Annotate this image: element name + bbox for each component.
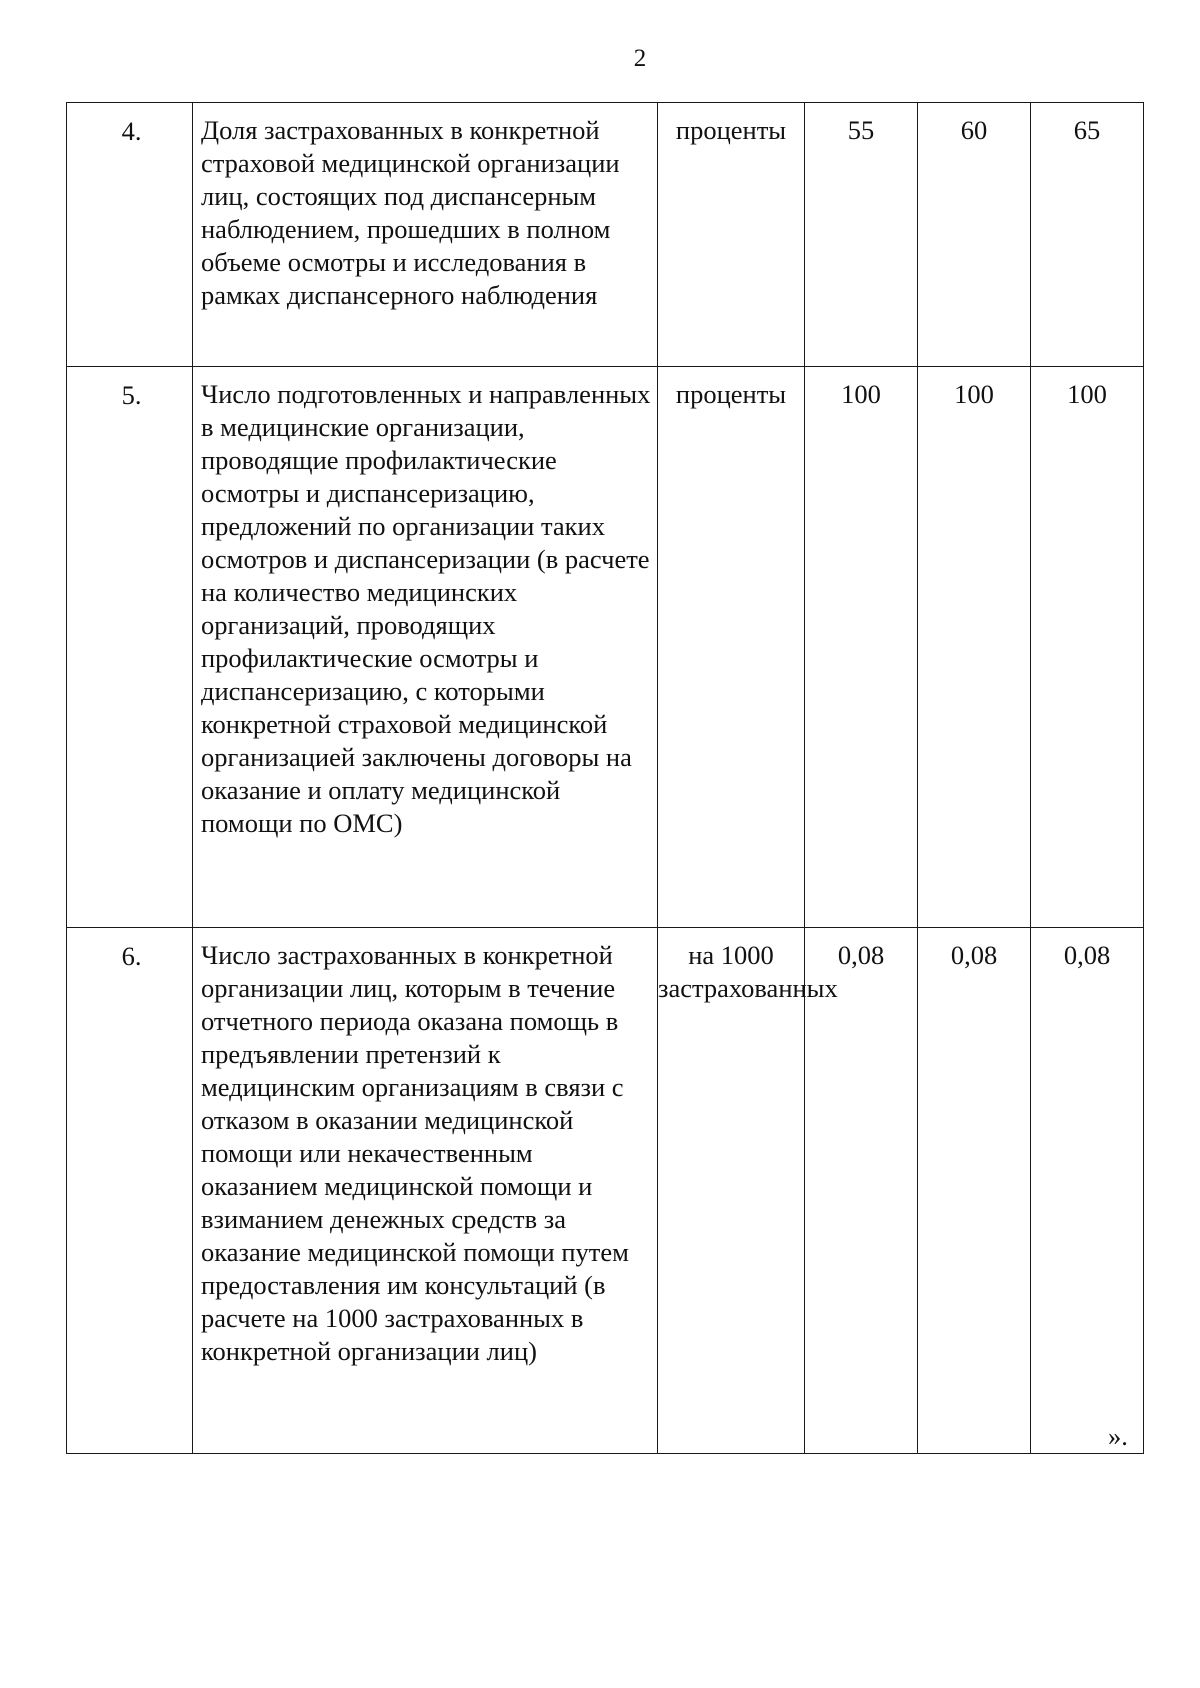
value-year-3: 0,08 (1031, 928, 1144, 1454)
value-year-1: 55 (805, 103, 918, 367)
table-row (67, 103, 1144, 367)
unit-of-measure: проценты (658, 367, 805, 928)
value-year-2: 100 (918, 367, 1031, 928)
page-number: 2 (633, 45, 647, 72)
unit-of-measure: на 1000 застрахованных (658, 928, 805, 1454)
table-row (67, 367, 1144, 928)
value-year-2: 0,08 (918, 928, 1031, 1454)
row-number: 5. (67, 367, 193, 928)
indicator-name: Число застрахованных в конкретной организации лиц, которым в течение отчетного периода оказана помощь в предъявлении претензий к медицинским организациям в связи с отказом в оказании медицинской помощи или некачественным оказанием медицинской помощи и взиманием денежных средств за оказание медицинской помощи путем предоставления им консультаций (в расчете на 1000 застрахованных в конкретной организации лиц) (193, 928, 658, 1454)
indicators-table (66, 102, 1144, 1454)
row-number: 4. (67, 103, 193, 367)
table-row (67, 928, 1144, 1454)
row-number: 6. (67, 928, 193, 1454)
indicator-name: Число подготовленных и направленных в медицинские организации, проводящие профилактические осмотры и диспансеризацию, предложений по организации таких осмотров и диспансеризации (в расчете на количество медицинских организаций, проводящих профилактические осмотры и диспансеризацию, с которыми конкретной страховой медицинской организацией заключены договоры на оказание и оплату медицинской помощи по ОМС) (193, 367, 658, 928)
value-year-2: 60 (918, 103, 1031, 367)
value-year-1: 100 (805, 367, 918, 928)
value-year-1: 0,08 (805, 928, 918, 1454)
closing-quote: ». (1108, 1421, 1128, 1451)
value-year-3: 65 (1031, 103, 1144, 367)
indicator-name: Доля застрахованных в конкретной страховой медицинской организации лиц, состоящих под диспансерным наблюдением, прошедших в полном объеме осмотры и исследования в рамках диспансерного наблюдения (193, 103, 658, 367)
unit-of-measure: проценты (658, 103, 805, 367)
value-year-3: 100 (1031, 367, 1144, 928)
